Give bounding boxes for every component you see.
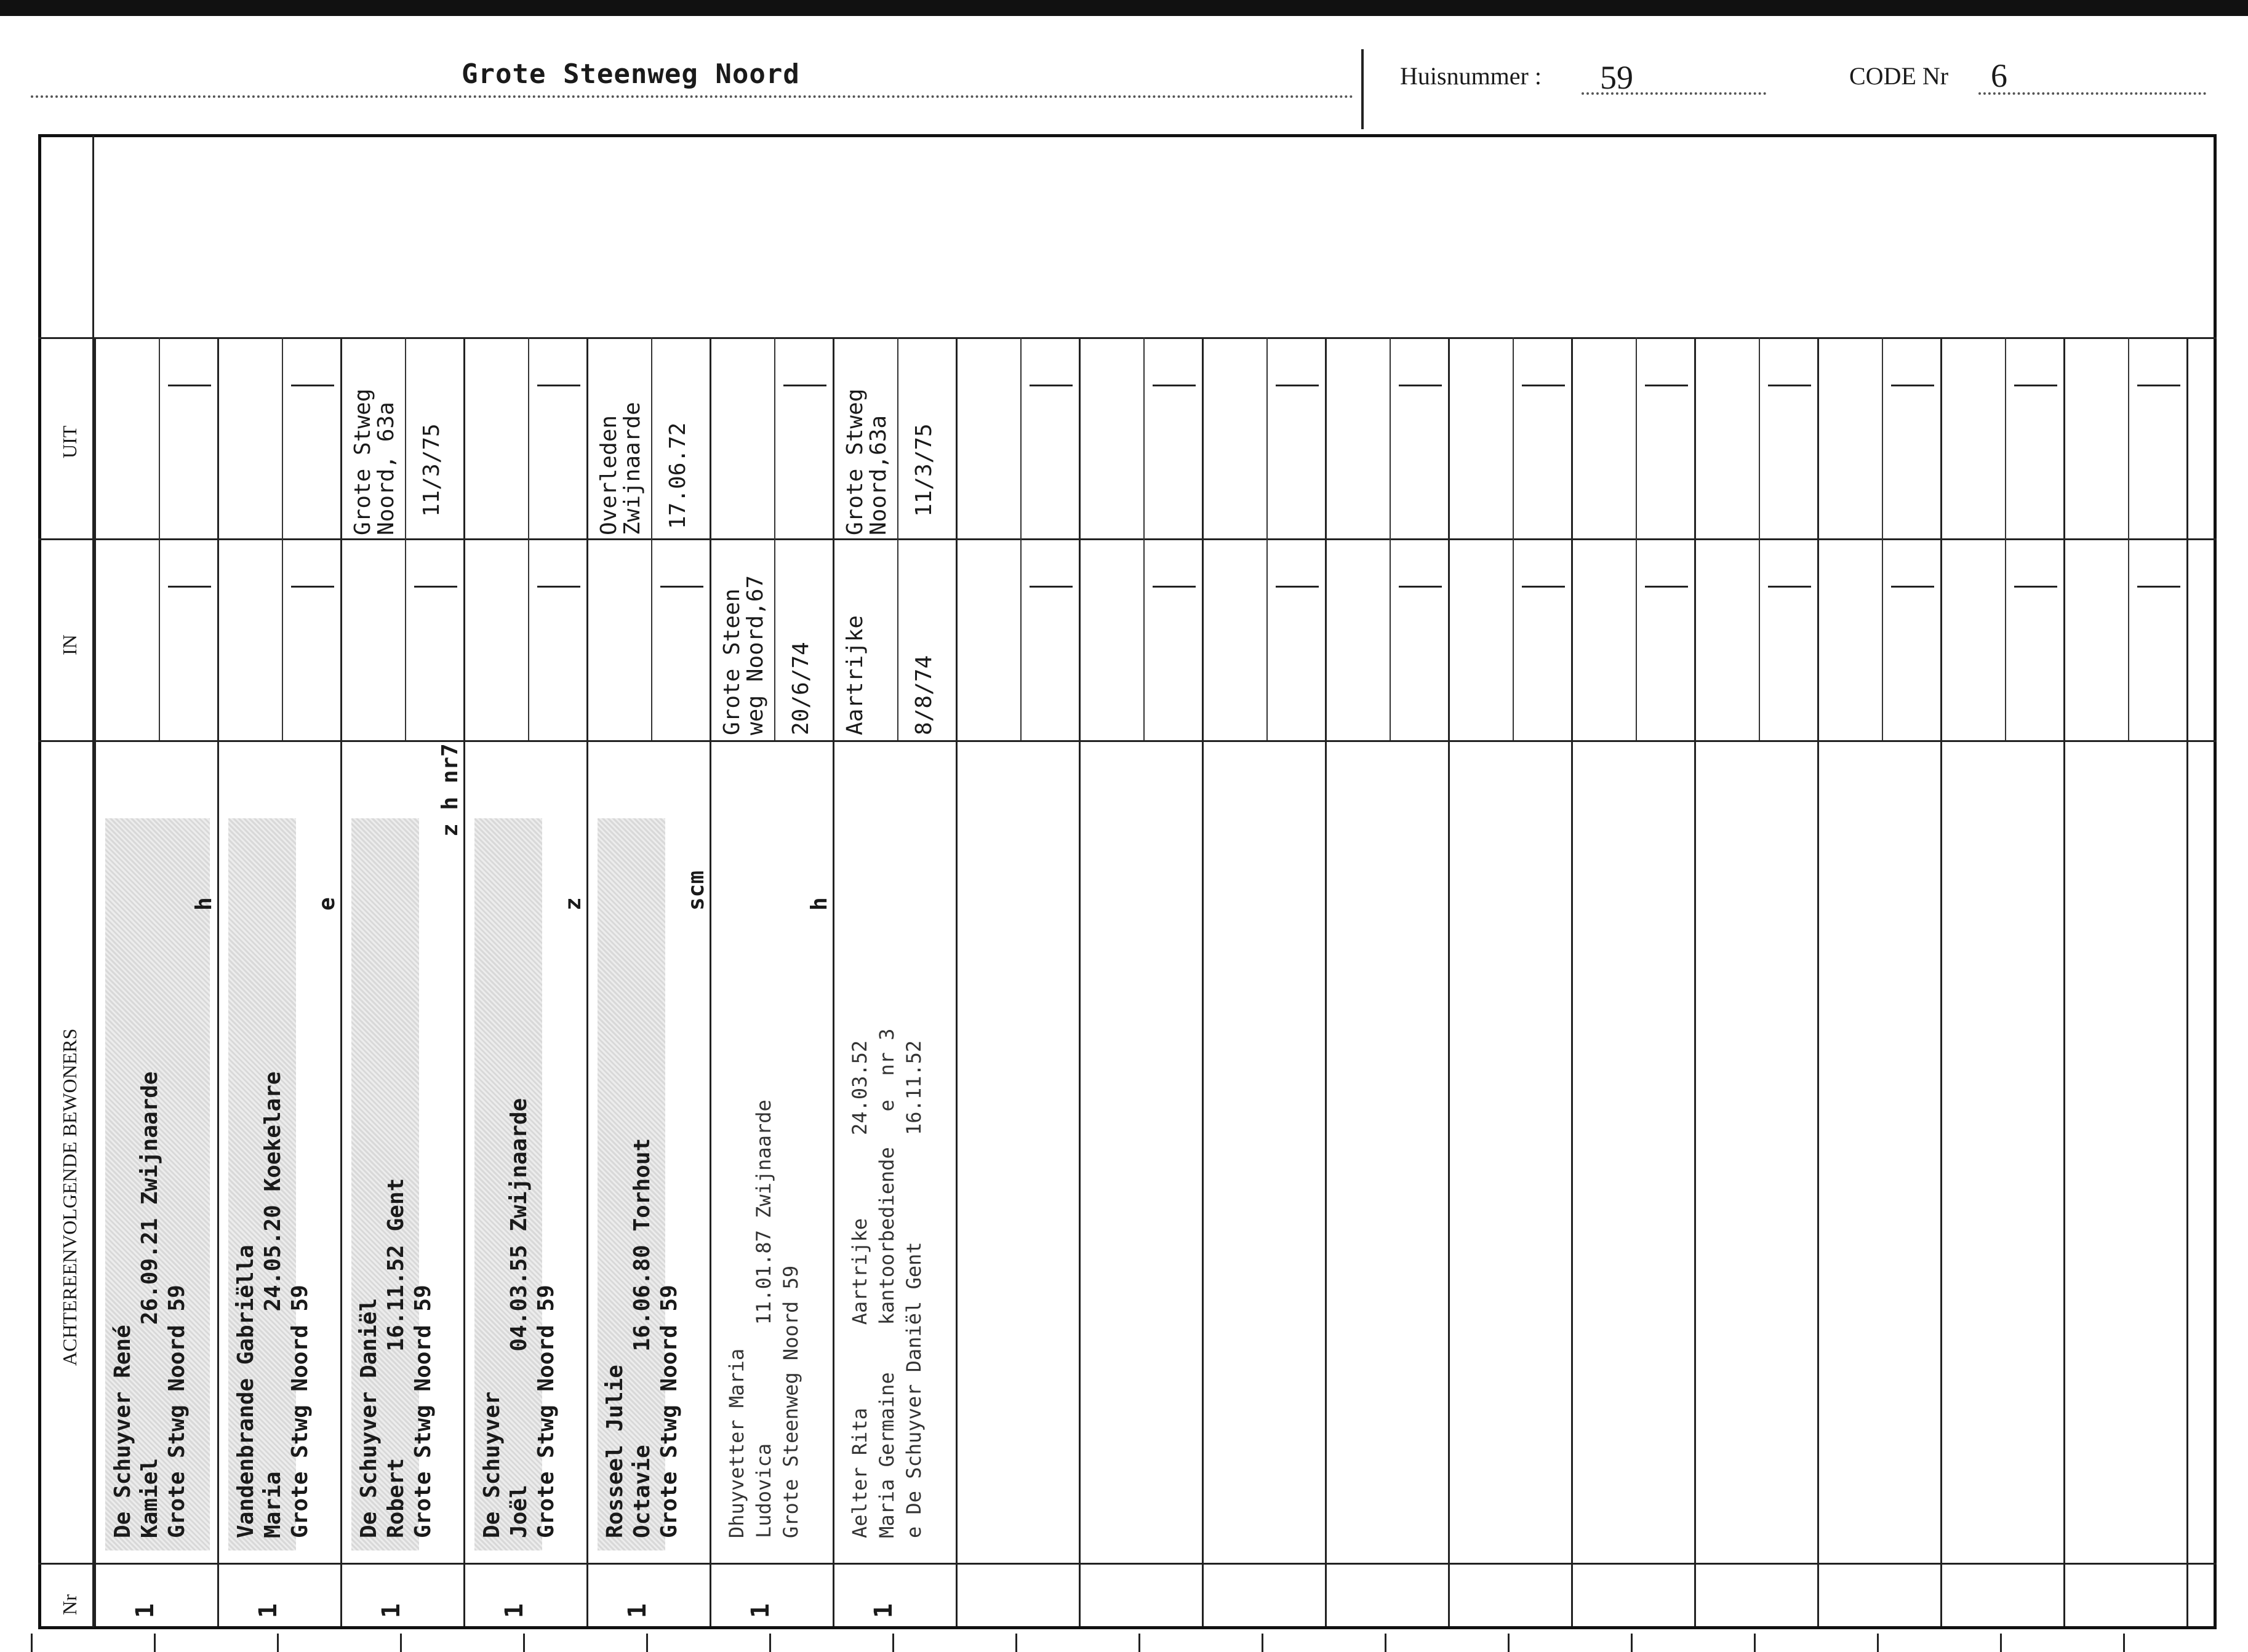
uit-dash xyxy=(1645,385,1688,386)
uit-dash xyxy=(1768,385,1811,386)
column-divider xyxy=(1940,337,1942,1626)
resident-mark: h xyxy=(807,897,832,911)
uit-place: Grote Stweg Noord,63a xyxy=(842,388,891,535)
uit-dash xyxy=(291,385,334,386)
column-divider xyxy=(1079,337,1081,1626)
resident-line: Aelter Rita Aartrijke 24.03.52 xyxy=(848,1040,871,1538)
uit-dash xyxy=(1399,385,1442,386)
resident-line: Grote Stwg Noord 59 xyxy=(164,1285,190,1538)
in-dash xyxy=(2137,586,2180,588)
resident-line: Dhuyvetter Maria xyxy=(725,1348,748,1538)
resident-line: Joël 04.03.55 Zwijnaarde xyxy=(506,1098,532,1538)
sub-column-divider xyxy=(282,337,283,740)
sub-column-divider xyxy=(2128,337,2129,740)
bewoners-top-line xyxy=(38,740,2217,742)
uit-label: UIT xyxy=(58,425,81,458)
resident-nr: 1 xyxy=(254,1603,282,1618)
in-dash xyxy=(660,586,703,588)
resident-line: De Schuyver René xyxy=(110,1325,135,1538)
uit-dash xyxy=(1030,385,1073,386)
code-line xyxy=(1978,92,2206,95)
column-divider xyxy=(586,337,588,1626)
uit-place: Grote Stweg Noord, 63a xyxy=(350,388,399,535)
resident-line: Vandenbrande Gabriëlla xyxy=(233,1245,258,1538)
resident-line: Grote Stwg Noord 59 xyxy=(287,1285,313,1538)
resident-line: De Schuyver xyxy=(479,1391,505,1538)
resident-nr: 1 xyxy=(500,1603,529,1618)
column-divider xyxy=(1694,337,1696,1626)
code-value: 6 xyxy=(1991,57,2007,94)
street-field xyxy=(31,58,1354,98)
resident-line: Maria 24.05.20 Koekelare xyxy=(260,1071,286,1538)
sub-column-divider xyxy=(1390,337,1391,740)
column-divider xyxy=(94,337,96,1626)
in-top-line xyxy=(38,538,2217,540)
code-label: CODE Nr xyxy=(1849,62,1949,90)
in-dash xyxy=(537,586,580,588)
in-dash xyxy=(1030,586,1073,588)
resident-mark: e xyxy=(314,897,340,911)
header-divider xyxy=(1361,49,1364,129)
uit-dash xyxy=(2014,385,2057,386)
uit-dash xyxy=(783,385,826,386)
sub-column-divider xyxy=(1882,337,1883,740)
uit-dash xyxy=(1891,385,1934,386)
resident-mark: h xyxy=(191,897,217,911)
column-divider xyxy=(1817,337,1819,1626)
resident-mark: z xyxy=(561,897,586,911)
sub-column-divider xyxy=(528,337,529,740)
resident-line: Grote Stwg Noord 59 xyxy=(534,1285,559,1538)
sub-column-divider xyxy=(2005,337,2006,740)
uit-date: 11/3/75 xyxy=(911,423,937,517)
in-dash xyxy=(2014,586,2057,588)
sub-column-divider xyxy=(1636,337,1637,740)
sub-column-divider xyxy=(1020,337,1022,740)
resident-nr: 1 xyxy=(623,1603,652,1618)
nr-label: Nr xyxy=(58,1594,81,1615)
column-divider xyxy=(463,337,465,1626)
uit-dash xyxy=(537,385,580,386)
column-divider xyxy=(710,337,711,1626)
sub-column-divider xyxy=(1266,337,1268,740)
resident-nr: 1 xyxy=(377,1603,406,1618)
uit-dash xyxy=(1153,385,1196,386)
uit-dash xyxy=(1522,385,1565,386)
sub-column-divider xyxy=(1759,337,1760,740)
column-divider xyxy=(340,337,342,1626)
resident-line: Rosseel Julie xyxy=(602,1365,628,1538)
resident-line: De Schuyver Daniël xyxy=(356,1298,382,1538)
column-divider xyxy=(2186,337,2188,1626)
column-divider xyxy=(833,337,834,1626)
in-dash xyxy=(1645,586,1688,588)
column-divider xyxy=(1571,337,1573,1626)
in-dash xyxy=(1399,586,1442,588)
in-label: IN xyxy=(58,634,81,655)
sub-column-divider xyxy=(651,337,652,740)
column-divider xyxy=(1325,337,1327,1626)
sub-column-divider xyxy=(159,337,160,740)
sub-column-divider xyxy=(405,337,406,740)
resident-line: Octavie 16.06.80 Torhout xyxy=(630,1138,655,1538)
column-divider xyxy=(1202,337,1204,1626)
in-dash xyxy=(1891,586,1934,588)
column-divider xyxy=(1448,337,1450,1626)
resident-line: Ludovica 11.01.87 Zwijnaarde xyxy=(752,1099,775,1538)
sub-column-divider xyxy=(897,337,898,740)
sub-column-divider xyxy=(1513,337,1514,740)
in-dash xyxy=(414,586,457,588)
in-date: 20/6/74 xyxy=(788,642,814,735)
resident-line: Robert 16.11.52 Gent xyxy=(383,1178,409,1538)
street-name: Grote Steenweg Noord xyxy=(462,58,800,90)
nr-top-line xyxy=(38,1563,2217,1565)
column-divider xyxy=(217,337,219,1626)
resident-line: Maria Germaine kantoorbediende e nr 3 xyxy=(875,1028,898,1538)
uit-dash xyxy=(2137,385,2180,386)
in-dash xyxy=(1522,586,1565,588)
top-border xyxy=(0,0,2248,16)
in-place: Grote Steen weg Noord,67 xyxy=(719,575,768,735)
resident-line: Kamiel 26.09.21 Zwijnaarde xyxy=(137,1071,162,1538)
uit-top-line xyxy=(38,337,2217,339)
resident-line: Grote Steenweg Noord 59 xyxy=(779,1265,802,1538)
resident-mark: z h nr7 xyxy=(438,743,463,837)
in-date: 8/8/74 xyxy=(911,655,937,735)
resident-line: Grote Stwg Noord 59 xyxy=(410,1285,436,1538)
in-dash xyxy=(168,586,211,588)
column-divider xyxy=(956,337,958,1626)
resident-line: Grote Stwg Noord 59 xyxy=(657,1285,682,1538)
resident-nr: 1 xyxy=(131,1603,159,1618)
uit-dash xyxy=(168,385,211,386)
huisnummer-label: Huisnummer : xyxy=(1400,62,1542,90)
huisnummer-value: 59 xyxy=(1600,59,1633,96)
sub-column-divider xyxy=(1143,337,1145,740)
uit-date: 17.06.72 xyxy=(665,422,690,529)
uit-date: 11/3/75 xyxy=(419,423,444,517)
in-dash xyxy=(1153,586,1196,588)
resident-nr: 1 xyxy=(870,1603,898,1618)
bewoners-label: ACHTEREENVOLGENDE BEWONERS xyxy=(58,1028,81,1366)
in-dash xyxy=(1768,586,1811,588)
resident-mark: scm xyxy=(684,870,709,911)
in-place: Aartrijke xyxy=(842,615,868,735)
sub-column-divider xyxy=(774,337,775,740)
column-divider xyxy=(2063,337,2065,1626)
uit-dash xyxy=(1276,385,1319,386)
uit-place: Overleden Zwijnaarde xyxy=(596,402,645,535)
resident-line: e De Schuyver Daniël Gent 16.11.52 xyxy=(902,1040,926,1538)
resident-nr: 1 xyxy=(746,1603,775,1618)
in-dash xyxy=(1276,586,1319,588)
in-dash xyxy=(291,586,334,588)
